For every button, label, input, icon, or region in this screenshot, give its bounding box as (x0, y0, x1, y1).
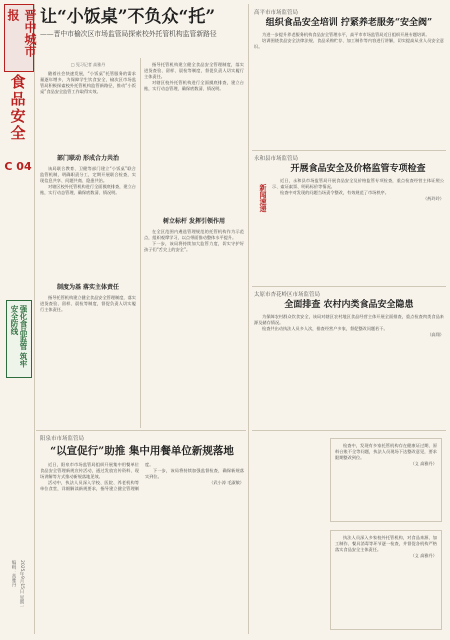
main-byline: □ 见习记者 高雅丹 (70, 62, 106, 67)
right-mid-title: 开展食品安全及价格监管专项检查 (290, 164, 426, 174)
section1-text: 该局联合教育、卫健等部门建立“小饭桌”联合监管机制，明确职责分工，定期开展联合检查，实现信息共享、问题共商、隐患共治。 对辖区校外托管机构进行全面摸底排查，建立台账，实行动态管理，确保底数清、情况明。 (40, 166, 136, 196)
right-rule-2 (252, 286, 446, 287)
right-mid-story (254, 154, 444, 278)
section-code: C 04 (4, 160, 32, 173)
footer-date: 2025年9月15日 星期一 (19, 560, 24, 609)
bottom-title: “以宣促行”助推 集中用餐单位新规落地 (50, 445, 234, 457)
section2-text: 指导托管机构建立健全食品安全管理制度，落实进货查验、留样、晨检等制度，督促负责人切实履行主体责任。 (40, 295, 136, 313)
bottom-text: 近日，阳泉市市场监管局组织开展集中用餐单位食品安全管理新规宣传活动，通过发放宣传资料、现场讲解等方式推动新规落地见效。 活动中，执法人员深入学校、医院、养老机构等单位食堂，详细解读新规要求，指导建立健全管理制度。 下一步，该局将持续加强监督检查，确保新规落实到位。 （武小涛 毛淑敏） (40, 462, 244, 492)
side-banner: 强化食品监管 筑牢安全防线 (6, 300, 32, 378)
section1-title: 部门联动 形成合力共治 (56, 155, 120, 162)
bottom-header: 阳泉市市场监管局 (40, 436, 85, 442)
quote-box-1 (330, 438, 442, 522)
right-rule-1 (252, 150, 446, 151)
right-top-text: 为进一步提升养老服务机构食品安全管理水平，高平市市场监管局近日组织开展专题培训。 培训围绕食品安全法律法规、食品采购贮存、加工制作等内容进行讲解，切实提高从业人员安全意识。 (254, 32, 444, 50)
main-column-divider (140, 58, 141, 428)
section-name: 食品安全 (8, 74, 27, 142)
footer-editor: 编辑：高雅丹 (11, 560, 16, 587)
quote2-text: 执法人员深入多家校外托管机构，对食品来源、加工制作、餐具消毒等环节逐一检查，并督促各机构严格落实食品安全主体责任。 （义 高雅丹） (335, 535, 437, 559)
right-rule-3 (252, 430, 446, 431)
right-low-story (254, 290, 444, 410)
main-continued-text: 指导托管机构建立健全食品安全管理制度，落实进货查验、留样、晨检等制度，督促负责人切实履行主体责任。 对辖区校外托管机构进行全面摸底排查，建立台账，实行动态管理，确保底数清、情况明。 (144, 62, 244, 92)
section3-text: 在全区范围内遴选管理规范的托管机构作为示范点，组织观摩学习，以点带面推动整体水平提升。 下一步，该局将持续加大监管力度，切实守护好孩子们“舌尖上的安全”。 (144, 229, 244, 253)
right-low-title: 全面排查 农村内类食品安全隐患 (284, 300, 414, 310)
main-article-right (144, 62, 244, 379)
quote1-signoff: （义 高雅丹） (410, 461, 437, 467)
main-bottom-rule (36, 430, 246, 431)
bottom-article (40, 434, 244, 622)
right-top-story (254, 8, 444, 142)
main-subtitle: ——晋中市榆次区市场监管局探索校外托管机构监管新路径 (40, 30, 217, 38)
news-flash-tag: 新闻速递 (259, 184, 268, 212)
left-column-divider (34, 4, 35, 634)
right-mid-signoff: （药玲玲） (423, 196, 444, 202)
section3-title: 树立标杆 发挥引领作用 (162, 218, 226, 225)
quote1-text: 检查中，发现有多家托管机构存在健康证过期、原料台账不全等问题，执法人员现场下达整改意见，要求限期整改到位。 （义 高雅丹） (335, 443, 437, 467)
right-mid-header: 永和县市场监管局 (254, 156, 299, 162)
main-title: 让“小饭桌”不负众“托” (40, 7, 216, 27)
main-article-left (40, 62, 136, 351)
right-mid-text: 近日，永和县市场监管局开展食品安全及价格监管专项检查，重点检查经营主体证照公示、索证索票、明码标价等情况。 检查中对发现的问题当场责令整改，有效规范了市场秩序。 （药玲玲） (272, 178, 444, 202)
main-lead: 随着社会快速发展，“小饭桌”托管服务的需求量逐年增多，为保障学生饮食安全，榆次区市场监管局积极探索校外托管机构监管新路径，推动“小饭桌”食品安全监管工作取得实效。 (40, 71, 136, 95)
masthead-logo: 晋中城市报 (4, 4, 34, 72)
right-low-signoff: （高翔） (427, 332, 444, 338)
main-right-divider (248, 4, 249, 634)
right-low-text: 为保障农村群众饮食安全，该局对辖区农村地区食品经营主体开展全面排查，重点检查肉类食品来源及储存情况。 检查共出动执法人员多人次，排查经营户多家，督促整改问题若干。 （高翔） (254, 314, 444, 338)
right-top-header: 高平市市场监管局 (254, 10, 299, 16)
quote-box-2 (330, 530, 442, 630)
quote2-signoff: （义 高雅丹） (410, 553, 437, 559)
main-headline-block (40, 6, 244, 39)
right-low-header: 太原市杏花岭区市场监管局 (254, 292, 321, 298)
section2-title: 制度为基 落实主体责任 (56, 284, 120, 291)
right-top-title: 组织食品安全培训 拧紧养老服务“安全阀” (265, 18, 433, 28)
bottom-signoff: （武小涛 毛淑敏） (209, 480, 244, 486)
